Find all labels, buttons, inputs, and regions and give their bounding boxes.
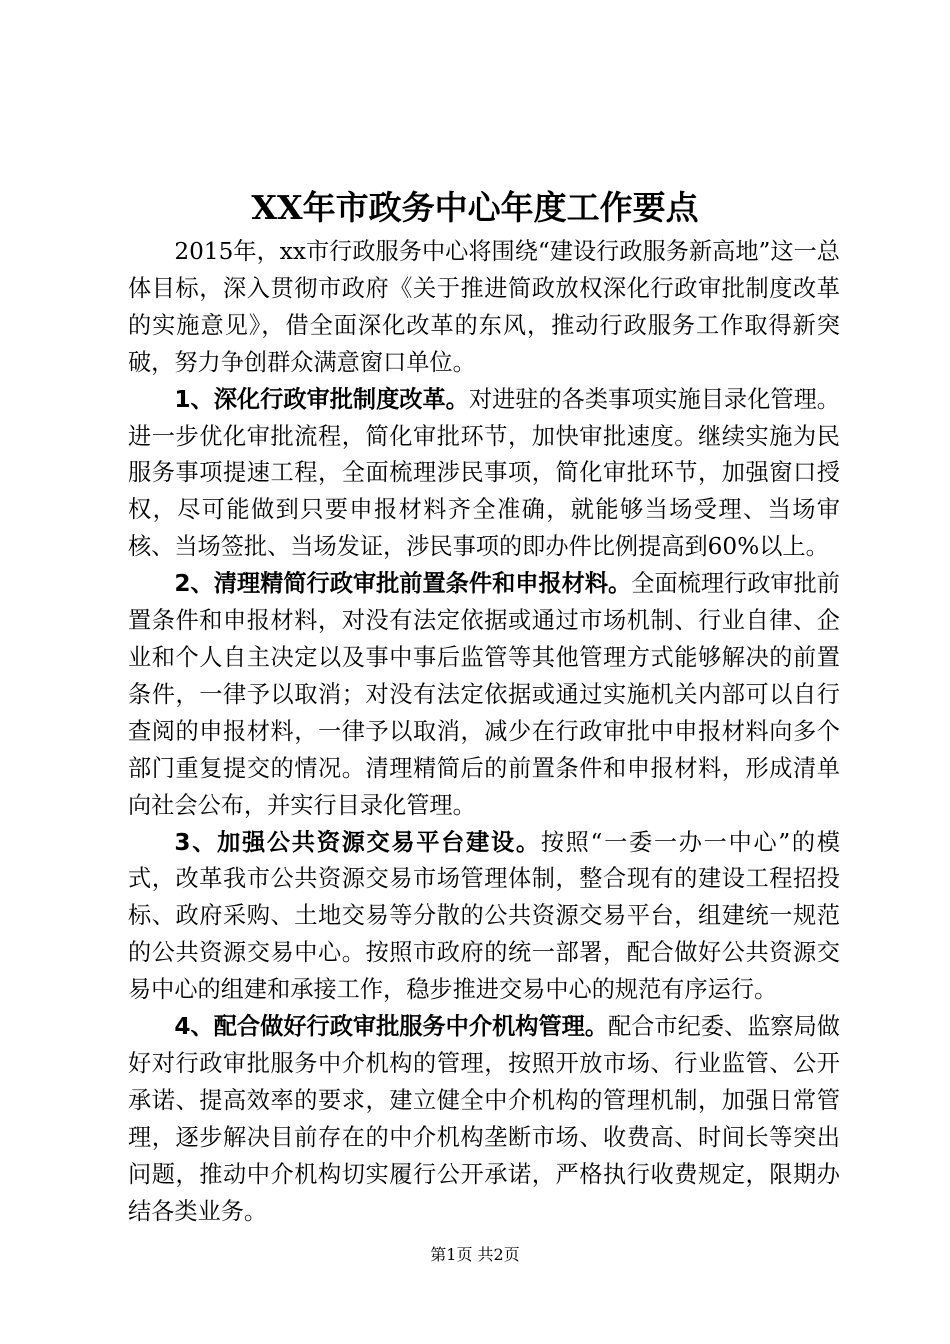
section-heading-4: 4、配合做好行政审批服务中介机构管理。	[174, 1013, 609, 1041]
section-paragraph-3	[128, 825, 840, 1010]
document-title: XX年市政务中心年度工作要点	[251, 188, 699, 227]
section-body-1: 对进驻的各类事项实施目录化管理。进一步优化审批流程，简化审批环节，加快审批速度。继续实施为民服务事项提速工程，全面梳理涉民事项，简化审批环节，加强窗口授权，尽可能做到只要申报材料齐全准确，就能够当场受理、当场审核、当场签批、当场发证，涉民事项的即办件比例提高到60%以上。	[128, 385, 840, 561]
document-body	[128, 234, 840, 1230]
section-paragraph-4	[128, 1009, 840, 1230]
section-paragraph-1	[128, 382, 840, 567]
page-footer: 第1页 共2页	[430, 1245, 520, 1264]
section-heading-1: 1、深化行政审批制度改革。	[174, 385, 469, 413]
section-body-4: 配合市纪委、监察局做好对行政审批服务中介机构的管理，按照开放市场、行业监管、公开承诺、提高效率的要求，建立健全中介机构的管理机制，加强日常管理，逐步解决目前存在的中介机构垄断市场、收费高、时间长等突出问题，推动中介机构切实履行公开承诺，严格执行收费规定，限期办结各类业务。	[128, 1013, 840, 1225]
section-heading-3: 3、加强公共资源交易平台建设。	[174, 828, 541, 856]
intro-paragraph: 2015年，xx市行政服务中心将围绕“建设行政服务新高地”这一总体目标，深入贯彻市政府《关于推进简政放权深化行政审批制度改革的实施意见》，借全面深化改革的东风，推动行政服务工作取得新突破，努力争创群众满意窗口单位。	[128, 238, 840, 376]
section-paragraph-2	[128, 566, 840, 824]
section-heading-2: 2、清理精简行政审批前置条件和申报材料。	[174, 570, 632, 598]
section-body-2: 全面梳理行政审批前置条件和申报材料，对没有法定依据或通过市场机制、行业自律、企业和个人自主决定以及事中事后监管等其他管理方式能够解决的前置条件，一律予以取消；对没有法定依据或通过实施机关内部可以自行查阅的申报材料，一律予以取消，减少在行政审批中申报材料向多个部门重复提交的情况。清理精简后的前置条件和申报材料，形成清单向社会公布，并实行目录化管理。	[128, 570, 840, 819]
section-body-3: 按照“一委一办一中心”的模式，改革我市公共资源交易市场管理体制，整合现有的建设工程招投标、政府采购、土地交易等分散的公共资源交易平台，组建统一规范的公共资源交易中心。按照市政府的统一部署，配合做好公共资源交易中心的组建和承接工作，稳步推进交易中心的规范有序运行。	[128, 828, 840, 1004]
